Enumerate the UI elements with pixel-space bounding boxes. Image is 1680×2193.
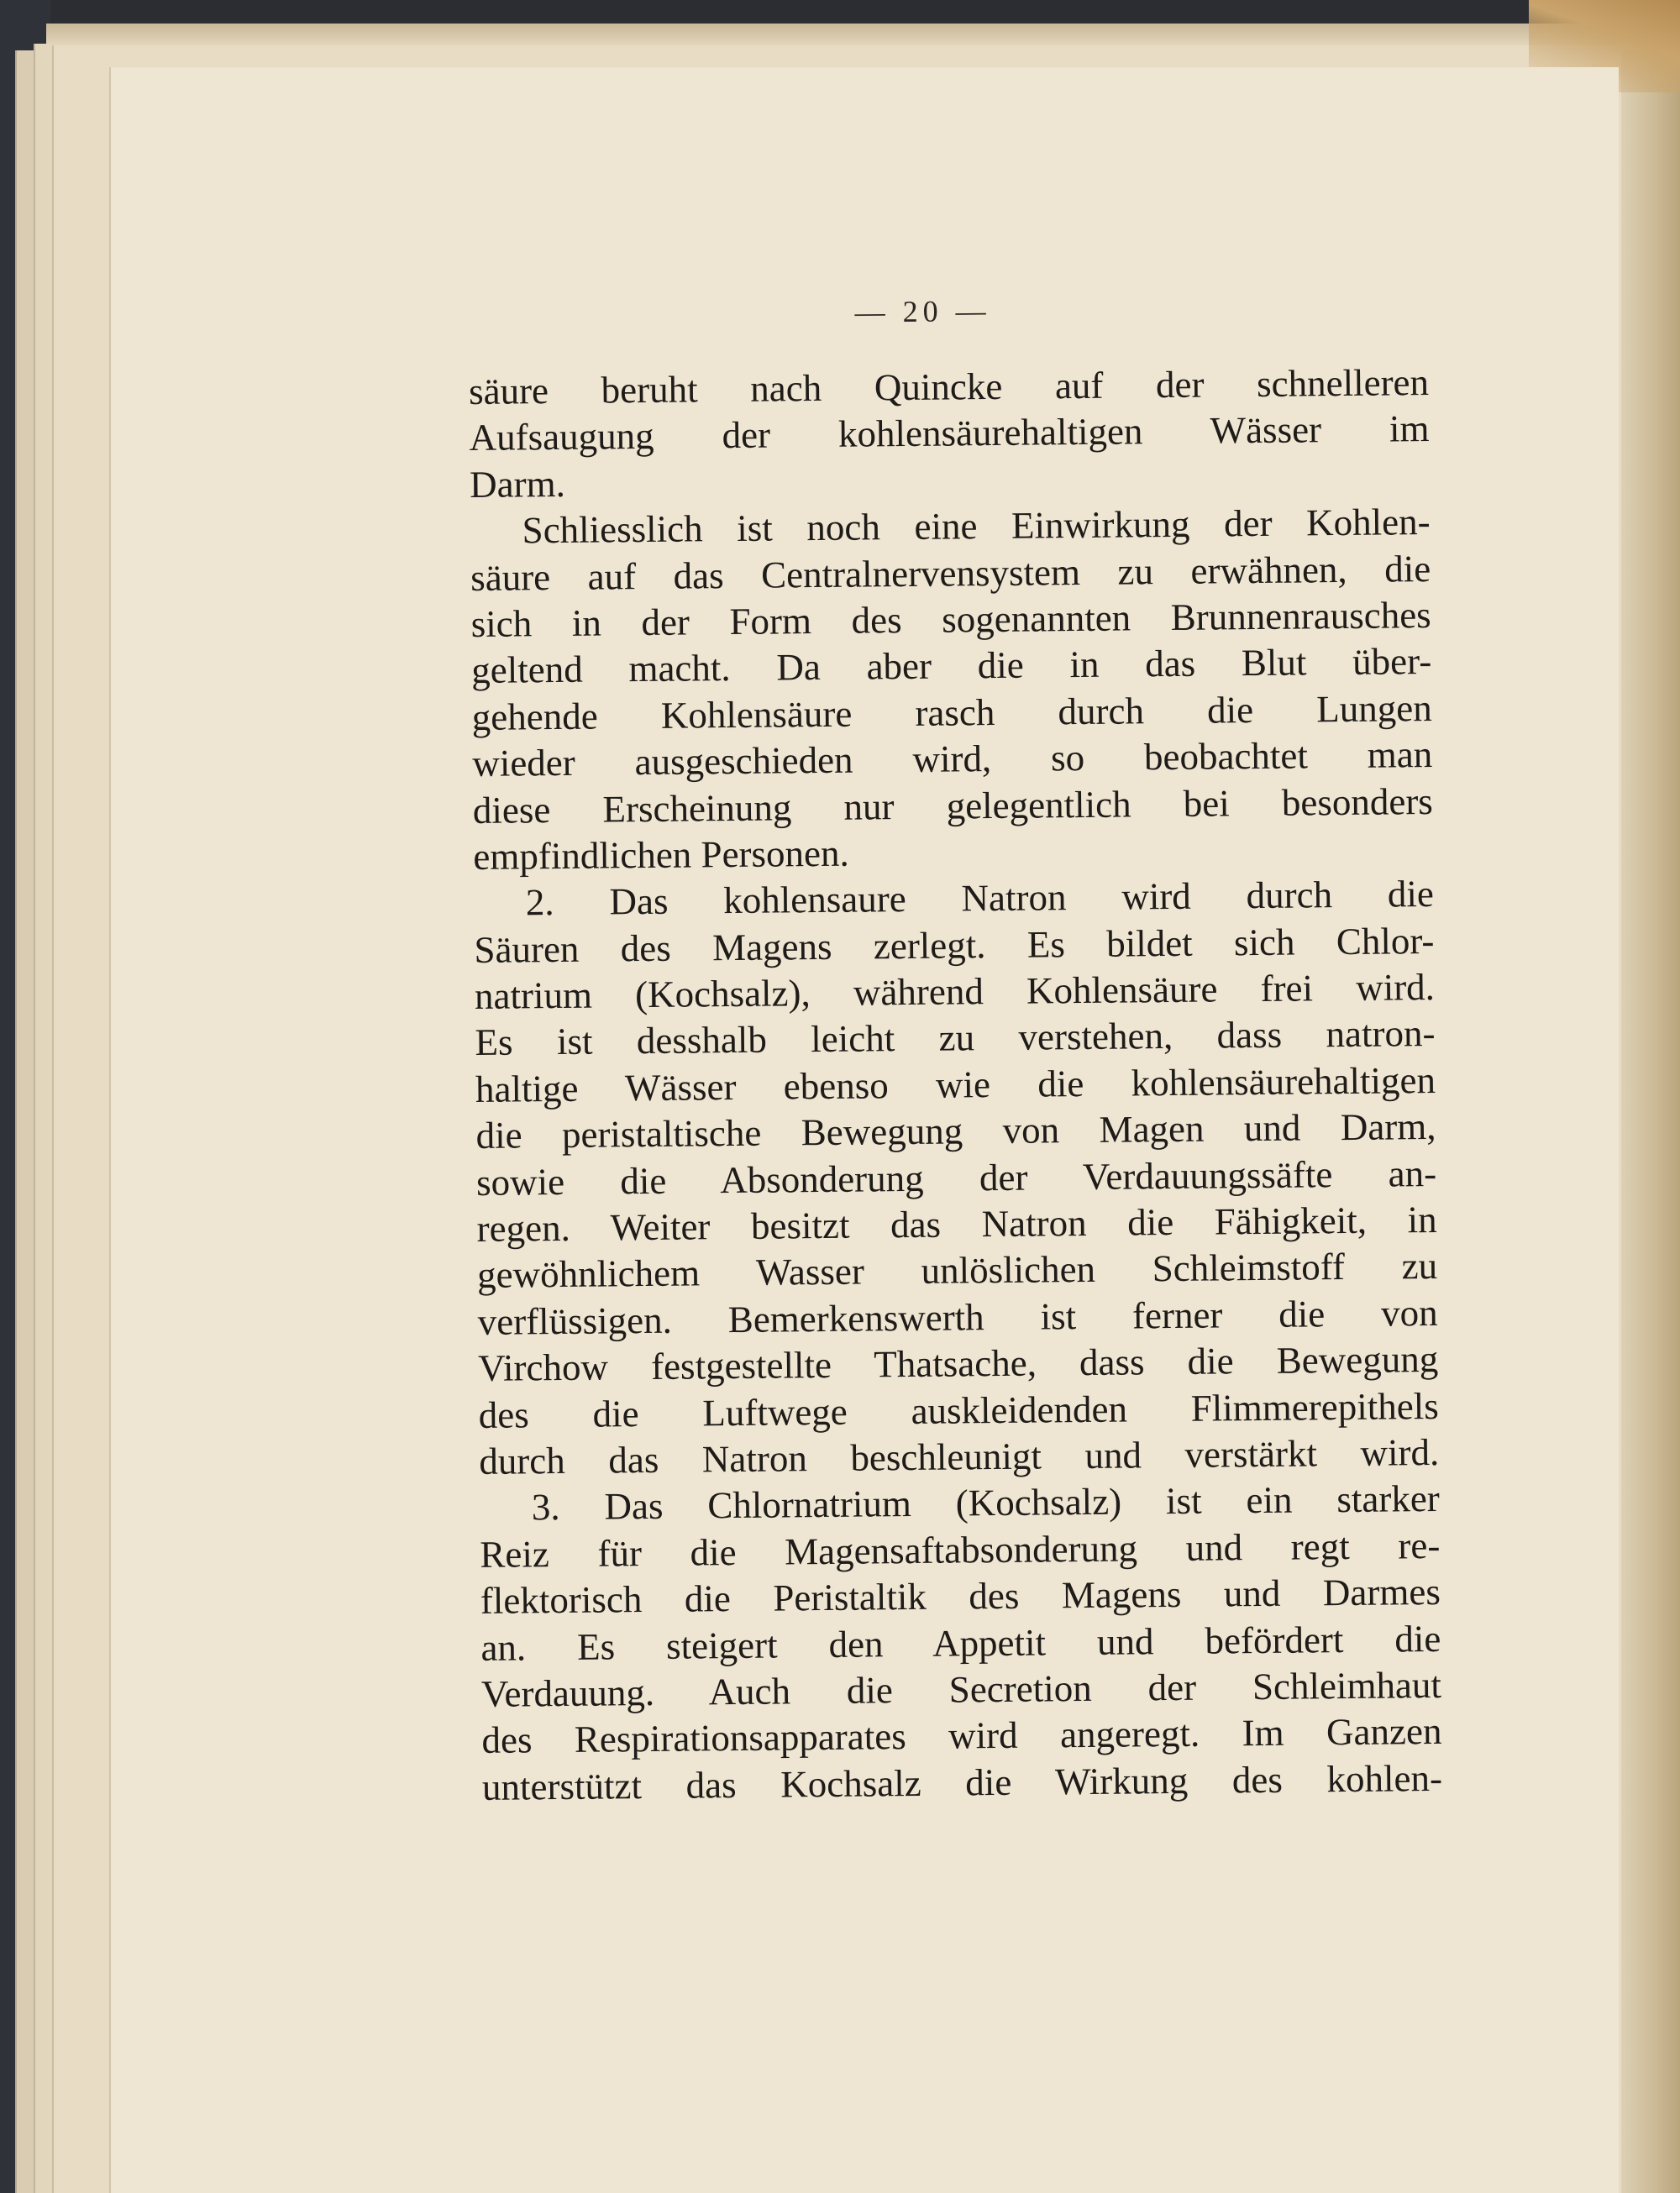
text-line: regen. Weiter besitzt das Natron die Fähigkeit, in [476,1199,1437,1250]
text-line: säure beruht nach Quincke auf der schnelleren [468,361,1430,412]
text-line: Reiz für die Magensaftabsonderung und regt re- [480,1524,1441,1576]
text-line: die peristaltische Bewegung von Magen und Darm, [475,1105,1436,1157]
text-line: an. Es steigert den Appetit und befördert die [480,1617,1441,1669]
text-line: flektorisch die Peristaltik des Magens und Darmes [480,1571,1441,1623]
text-line: wieder ausgeschieden wird, so beobachtet man [472,733,1433,785]
text-line: empfindlichen Personen. [473,832,849,878]
text-line: des Respirationsapparates wird angeregt. Im Ganzen [481,1710,1442,1762]
text-line: gewöhnlichem Wasser unlöslichen Schleimstoff zu [476,1245,1438,1297]
text-line: sich in der Form des sogenannten Brunnenrausches [470,593,1431,645]
text-line: Es ist desshalb leicht zu verstehen, dass natron- [475,1012,1436,1064]
text-line: natrium (Kochsalz), während Kohlensäure frei wird. [474,966,1436,1018]
book-fore-edge [1621,50,1680,2193]
text-line: haltige Wässer ebenso wie die kohlensäurehaltigen [475,1058,1436,1110]
text-line: sowie die Absonderung der Verdauungssäfte an- [475,1152,1437,1204]
page-text-block [468,289,1442,1811]
text-line: Säuren des Magens zerlegt. Es bildet sich Chlor- [474,919,1435,971]
text-line: geltend macht. Da aber die in das Blut über- [471,640,1432,692]
text-line: durch das Natron beschleunigt und verstärkt wird. [479,1430,1440,1482]
text-line: unterstützt das Kochsalz die Wirkung des kohlen- [481,1756,1443,1808]
text-line: Schliesslich ist noch eine Einwirkung der Kohlen- [522,501,1431,552]
text-line: verflüssigen. Bemerkenswerth ist ferner die von [477,1291,1438,1343]
page-top-edge [46,24,1634,45]
text-line: Aufsaugung der kohlensäurehaltigen Wässer im [469,407,1430,459]
text-line: 2. Das kohlensaure Natron wird durch die [525,873,1435,924]
page-number: — 20 — [854,294,991,329]
text-line: gehende Kohlensäure rasch durch die Lungen [471,686,1432,738]
text-line: Darm. [469,462,566,506]
text-line: des die Luftwege auskleidenden Flimmerepithels [478,1384,1439,1436]
text-line: 3. Das Chlornatrium (Kochsalz) ist ein starker [531,1477,1441,1529]
text-line: diese Erscheinung nur gelegentlich bei besonders [472,779,1434,832]
text-line: säure auf das Centralnervensystem zu erwähnen, die [470,547,1431,599]
text-line: Verdauung. Auch die Secretion der Schleimhaut [480,1663,1442,1715]
body-text [469,359,1442,1811]
text-line: Virchow festgestellte Thatsache, dass die Bewegung [477,1338,1439,1390]
